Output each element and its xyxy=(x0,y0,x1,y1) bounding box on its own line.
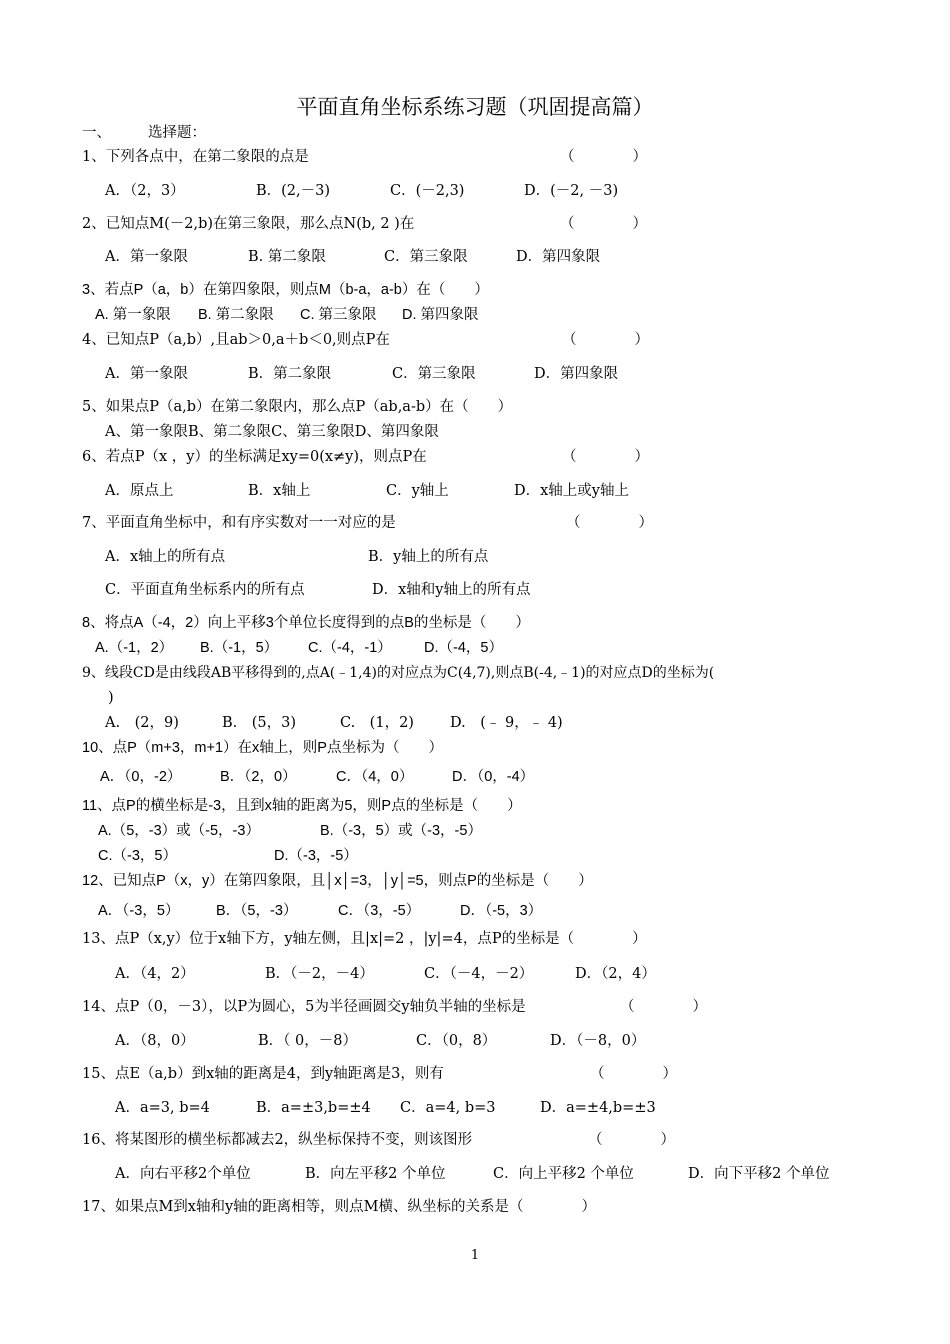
question-3-stem: 3、若点P（a，b）在第四象限，则点M（b-a，a-b）在（ ） xyxy=(82,282,489,298)
question-3-option-a: A. 第一象限 xyxy=(95,307,171,323)
question-10-option-b: B．（2，0） xyxy=(220,769,297,785)
question-10-option-d: D．（0，-4） xyxy=(452,769,535,785)
question-12-option-d: D．（-5，3） xyxy=(460,903,543,919)
question-15-stem: 15、点E（a,b）到x轴的距离是4，到y轴距离是3，则有 xyxy=(82,1066,444,1082)
question-1-option-d: D．(－2, －3) xyxy=(524,183,619,199)
question-11-option-d: D.（-3，-5） xyxy=(274,848,358,864)
question-16-option-d: D．向下平移2 个单位 xyxy=(688,1166,830,1182)
question-13-option-c: C．（－4，－2） xyxy=(424,966,534,982)
question-5-options: A、第一象限B、第二象限C、第三象限D、第四象限 xyxy=(105,424,439,440)
question-12-stem: 12、已知点P（x，y）在第四象限，且│x│=3，│y│=5，则点P的坐标是（ ） xyxy=(82,873,593,889)
question-6-answer-blank: （ ） xyxy=(562,449,649,465)
question-4-option-b: B．第二象限 xyxy=(248,366,332,382)
question-11-stem: 11、点P的横坐标是-3，且到x轴的距离为5，则P点的坐标是（ ） xyxy=(82,798,522,814)
question-5-stem: 5、如果点P（a,b）在第二象限内，那么点P（ab,a-b）在（ ） xyxy=(82,399,513,415)
question-10-option-a: A．（0，-2） xyxy=(100,769,182,785)
question-2-option-c: C．第三象限 xyxy=(384,249,468,265)
question-15-answer-blank: （ ） xyxy=(590,1066,677,1082)
page-number: 1 xyxy=(470,1248,480,1263)
question-6-option-b: B．x轴上 xyxy=(248,483,311,499)
question-7-option-c: C．平面直角坐标系内的所有点 xyxy=(105,582,305,598)
question-12-option-a: A．（-3，5） xyxy=(98,903,180,919)
question-11-option-c: C.（-3，5） xyxy=(98,848,177,864)
question-12-option-b: B．（5，-3） xyxy=(216,903,298,919)
question-4-option-d: D．第四象限 xyxy=(534,366,619,382)
question-2-stem: 2、已知点M(－2,b)在第三象限，那么点N(b, 2 )在 xyxy=(82,216,415,232)
page-title: 平面直角坐标系练习题（巩固提高篇） xyxy=(296,95,654,119)
question-7-option-a: A．x轴上的所有点 xyxy=(105,549,226,565)
question-9-option-a: A. (2，9) xyxy=(105,715,179,731)
question-6-option-a: A．原点上 xyxy=(105,483,174,499)
question-13-stem: 13、点P（x,y）位于x轴下方，y轴左侧，且|x|=2 ，|y|=4，点P的坐标是（ ） xyxy=(82,931,647,947)
question-12-option-c: C．（3，-5） xyxy=(338,903,421,919)
question-4-option-a: A．第一象限 xyxy=(105,366,188,382)
question-7-option-d: D．x轴和y轴上的所有点 xyxy=(372,582,531,598)
question-8-stem: 8、将点A（-4，2）向上平移3个单位长度得到的点B的坐标是（ ） xyxy=(82,615,530,631)
question-1-option-a: A．（2，3） xyxy=(105,183,185,199)
question-1-option-b: B．(2,－3) xyxy=(256,183,331,199)
question-9-stem: 9、线段CD是由线段AB平移得到的,点A(﹣1,4)的对应点为C(4,7),则点B(-4,﹣1)的对应点D的坐标为( xyxy=(82,665,715,681)
question-1-stem: 1、下列各点中，在第二象限的点是 xyxy=(82,149,309,165)
question-15-option-d: D．a=±4,b=±3 xyxy=(540,1100,656,1116)
question-14-option-c: C．（0，8） xyxy=(416,1033,497,1049)
question-10-stem: 10、点P（m+3，m+1）在x轴上，则P点坐标为（ ） xyxy=(82,740,443,756)
question-9-option-d: D. (﹣ 9，﹣ 4) xyxy=(450,715,563,731)
question-4-option-c: C．第三象限 xyxy=(392,366,476,382)
question-6-option-c: C．y轴上 xyxy=(386,483,449,499)
question-1-answer-blank: （ ） xyxy=(560,149,647,165)
question-15-option-b: B．a=±3,b=±4 xyxy=(256,1100,371,1116)
question-8-option-d: D.（-4，5） xyxy=(424,640,503,656)
section-number: 一、 xyxy=(82,125,111,141)
question-4-answer-blank: （ ） xyxy=(562,332,649,348)
question-16-option-b: B．向左平移2 个单位 xyxy=(305,1166,446,1182)
question-10-option-c: C．（4，0） xyxy=(336,769,414,785)
question-15-option-c: C．a=4, b=3 xyxy=(400,1100,496,1116)
question-14-answer-blank: （ ） xyxy=(620,999,707,1015)
question-14-option-a: A．（8，0） xyxy=(115,1033,195,1049)
question-16-option-c: C．向上平移2 个单位 xyxy=(493,1166,634,1182)
question-11-option-b: B.（-3，5）或（-3，-5） xyxy=(320,823,482,839)
question-8-option-b: B.（-1，5） xyxy=(200,640,279,656)
question-4-stem: 4、已知点P（a,b）,且ab＞0,a＋b＜0,则点P在 xyxy=(82,332,390,348)
question-14-option-b: B．（ 0，－8） xyxy=(258,1033,357,1049)
question-7-stem: 7、平面直角坐标中，和有序实数对一一对应的是 xyxy=(82,515,396,531)
section-heading: 选择题： xyxy=(148,125,206,141)
question-7-option-b: B．y轴上的所有点 xyxy=(368,549,489,565)
question-16-stem: 16、将某图形的横坐标都减去2，纵坐标保持不变，则该图形 xyxy=(82,1132,473,1148)
question-16-answer-blank: （ ） xyxy=(588,1132,675,1148)
question-11-option-a: A.（5，-3）或（-5，-3） xyxy=(98,823,260,839)
question-15-option-a: A．a=3, b=4 xyxy=(115,1100,210,1116)
question-13-option-a: A．（4，2） xyxy=(115,966,195,982)
question-3-option-d: D. 第四象限 xyxy=(402,307,479,323)
question-9-option-b: B. (5，3) xyxy=(222,715,297,731)
question-6-stem: 6、若点P（x ，y）的坐标满足xy=0(x≠y)，则点P在 xyxy=(82,449,427,465)
question-2-option-b: B. 第二象限 xyxy=(248,249,326,265)
question-9-option-c: C. (1，2) xyxy=(340,715,414,731)
question-13-option-b: B．（－2，－4） xyxy=(265,966,374,982)
question-13-option-d: D．（2，4） xyxy=(575,966,656,982)
question-8-option-c: C.（-4，-1） xyxy=(308,640,392,656)
question-2-option-d: D．第四象限 xyxy=(516,249,601,265)
question-3-option-c: C. 第三象限 xyxy=(300,307,377,323)
question-16-option-a: A．向右平移2个单位 xyxy=(115,1166,251,1182)
question-1-option-c: C．(－2,3) xyxy=(390,183,465,199)
question-8-option-a: A.（-1，2） xyxy=(95,640,174,656)
question-7-answer-blank: （ ） xyxy=(566,515,653,531)
question-17-stem: 17、如果点M到x轴和y轴的距离相等，则点M横、纵坐标的关系是（ ） xyxy=(82,1199,597,1215)
question-3-option-b: B. 第二象限 xyxy=(198,307,274,323)
question-6-option-d: D．x轴上或y轴上 xyxy=(514,483,629,499)
question-9-stem-continued: ) xyxy=(108,690,114,706)
question-2-option-a: A．第一象限 xyxy=(105,249,188,265)
question-14-option-d: D．（－8，0） xyxy=(550,1033,646,1049)
question-14-stem: 14、点P（0，－3），以P为圆心，5为半径画圆交y轴负半轴的坐标是 xyxy=(82,999,526,1015)
question-2-answer-blank: （ ） xyxy=(560,216,647,232)
